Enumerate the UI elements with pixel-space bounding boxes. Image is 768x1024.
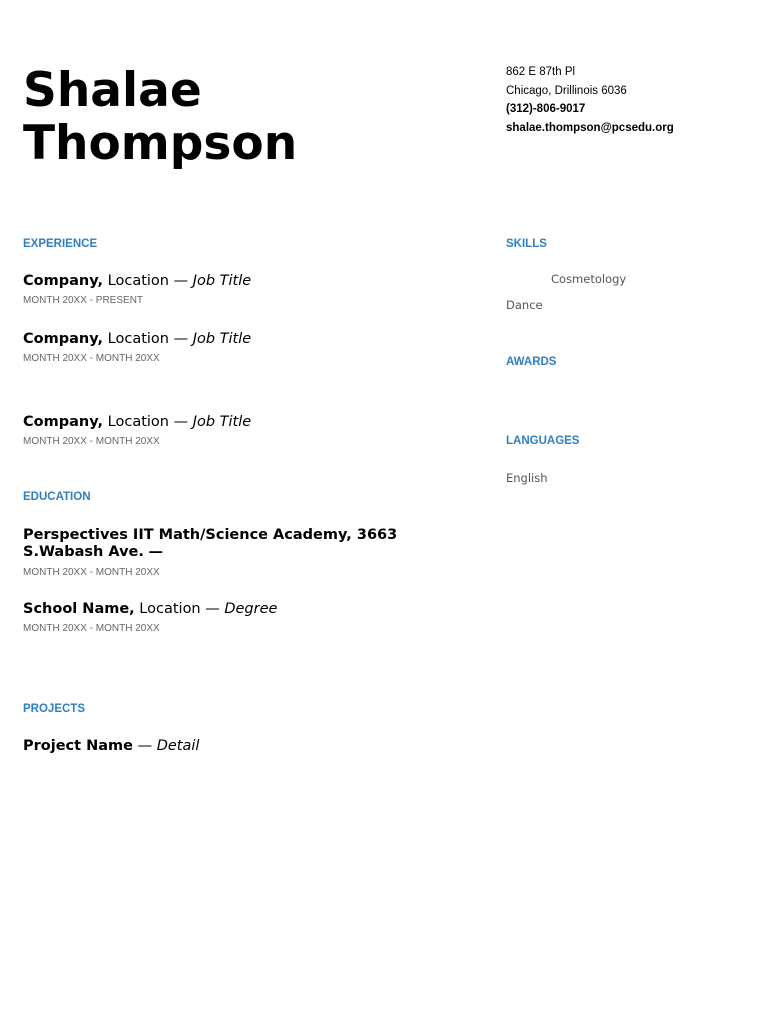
separator: — bbox=[148, 544, 163, 560]
education-title-line bbox=[23, 601, 468, 618]
dates: MONTH 20XX - MONTH 20XX bbox=[23, 567, 160, 578]
address-line-1: 862 E 87th Pl bbox=[506, 66, 576, 78]
email: shalae.thompson@pcsedu.org bbox=[506, 121, 674, 134]
skill-item: Cosmetology bbox=[551, 272, 627, 286]
language-item: English bbox=[506, 471, 548, 485]
dates: MONTH 20XX - MONTH 20XX bbox=[23, 436, 160, 447]
dates: MONTH 20XX - MONTH 20XX bbox=[23, 623, 160, 634]
experience-title-line bbox=[23, 273, 468, 290]
experience-entry bbox=[23, 273, 468, 306]
experience-heading: EXPERIENCE bbox=[23, 238, 98, 250]
address-line-2: Chicago, Drillinois 6036 bbox=[506, 84, 627, 97]
location: Location bbox=[139, 601, 201, 617]
project-name: Project Name bbox=[23, 738, 133, 754]
awards-heading: AWARDS bbox=[506, 356, 557, 368]
education-title-line bbox=[23, 527, 468, 561]
candidate-name bbox=[23, 64, 297, 170]
job-title: Job Title bbox=[192, 331, 252, 347]
experience-entry bbox=[23, 331, 468, 364]
education-entry bbox=[23, 527, 468, 578]
job-title: Job Title bbox=[192, 414, 252, 430]
languages-heading: LANGUAGES bbox=[506, 435, 580, 447]
company: Company, bbox=[23, 273, 104, 289]
school-name: Perspectives IIT Math/Science Academy, 3663 S.Wabash Ave. bbox=[23, 527, 398, 560]
education-heading: EDUCATION bbox=[23, 491, 91, 503]
separator: — bbox=[137, 738, 153, 754]
project-detail: Detail bbox=[156, 738, 200, 754]
experience-title-line bbox=[23, 331, 468, 348]
company: Company, bbox=[23, 414, 104, 430]
degree: Degree bbox=[224, 601, 278, 617]
company: Company, bbox=[23, 331, 104, 347]
separator: — bbox=[173, 273, 189, 289]
phone: (312)-806-9017 bbox=[506, 103, 586, 115]
skill-item: Dance bbox=[506, 298, 543, 312]
separator: — bbox=[173, 414, 189, 430]
location: Location bbox=[107, 331, 169, 347]
contact-block bbox=[506, 63, 756, 137]
education-entry bbox=[23, 601, 468, 634]
skills-heading: SKILLS bbox=[506, 238, 547, 250]
separator: — bbox=[173, 331, 189, 347]
project-title-line bbox=[23, 738, 468, 755]
school-name: School Name, bbox=[23, 601, 135, 617]
name-first: Shalae bbox=[23, 63, 202, 118]
experience-title-line bbox=[23, 414, 468, 431]
location: Location bbox=[107, 414, 169, 430]
dates: MONTH 20XX - MONTH 20XX bbox=[23, 353, 160, 364]
projects-heading: PROJECTS bbox=[23, 703, 85, 715]
separator: — bbox=[205, 601, 220, 617]
project-entry bbox=[23, 738, 468, 755]
location: Location bbox=[107, 273, 169, 289]
name-last: Thompson bbox=[23, 116, 298, 171]
experience-entry bbox=[23, 414, 468, 447]
dates: MONTH 20XX - PRESENT bbox=[23, 295, 144, 306]
job-title: Job Title bbox=[192, 273, 252, 289]
